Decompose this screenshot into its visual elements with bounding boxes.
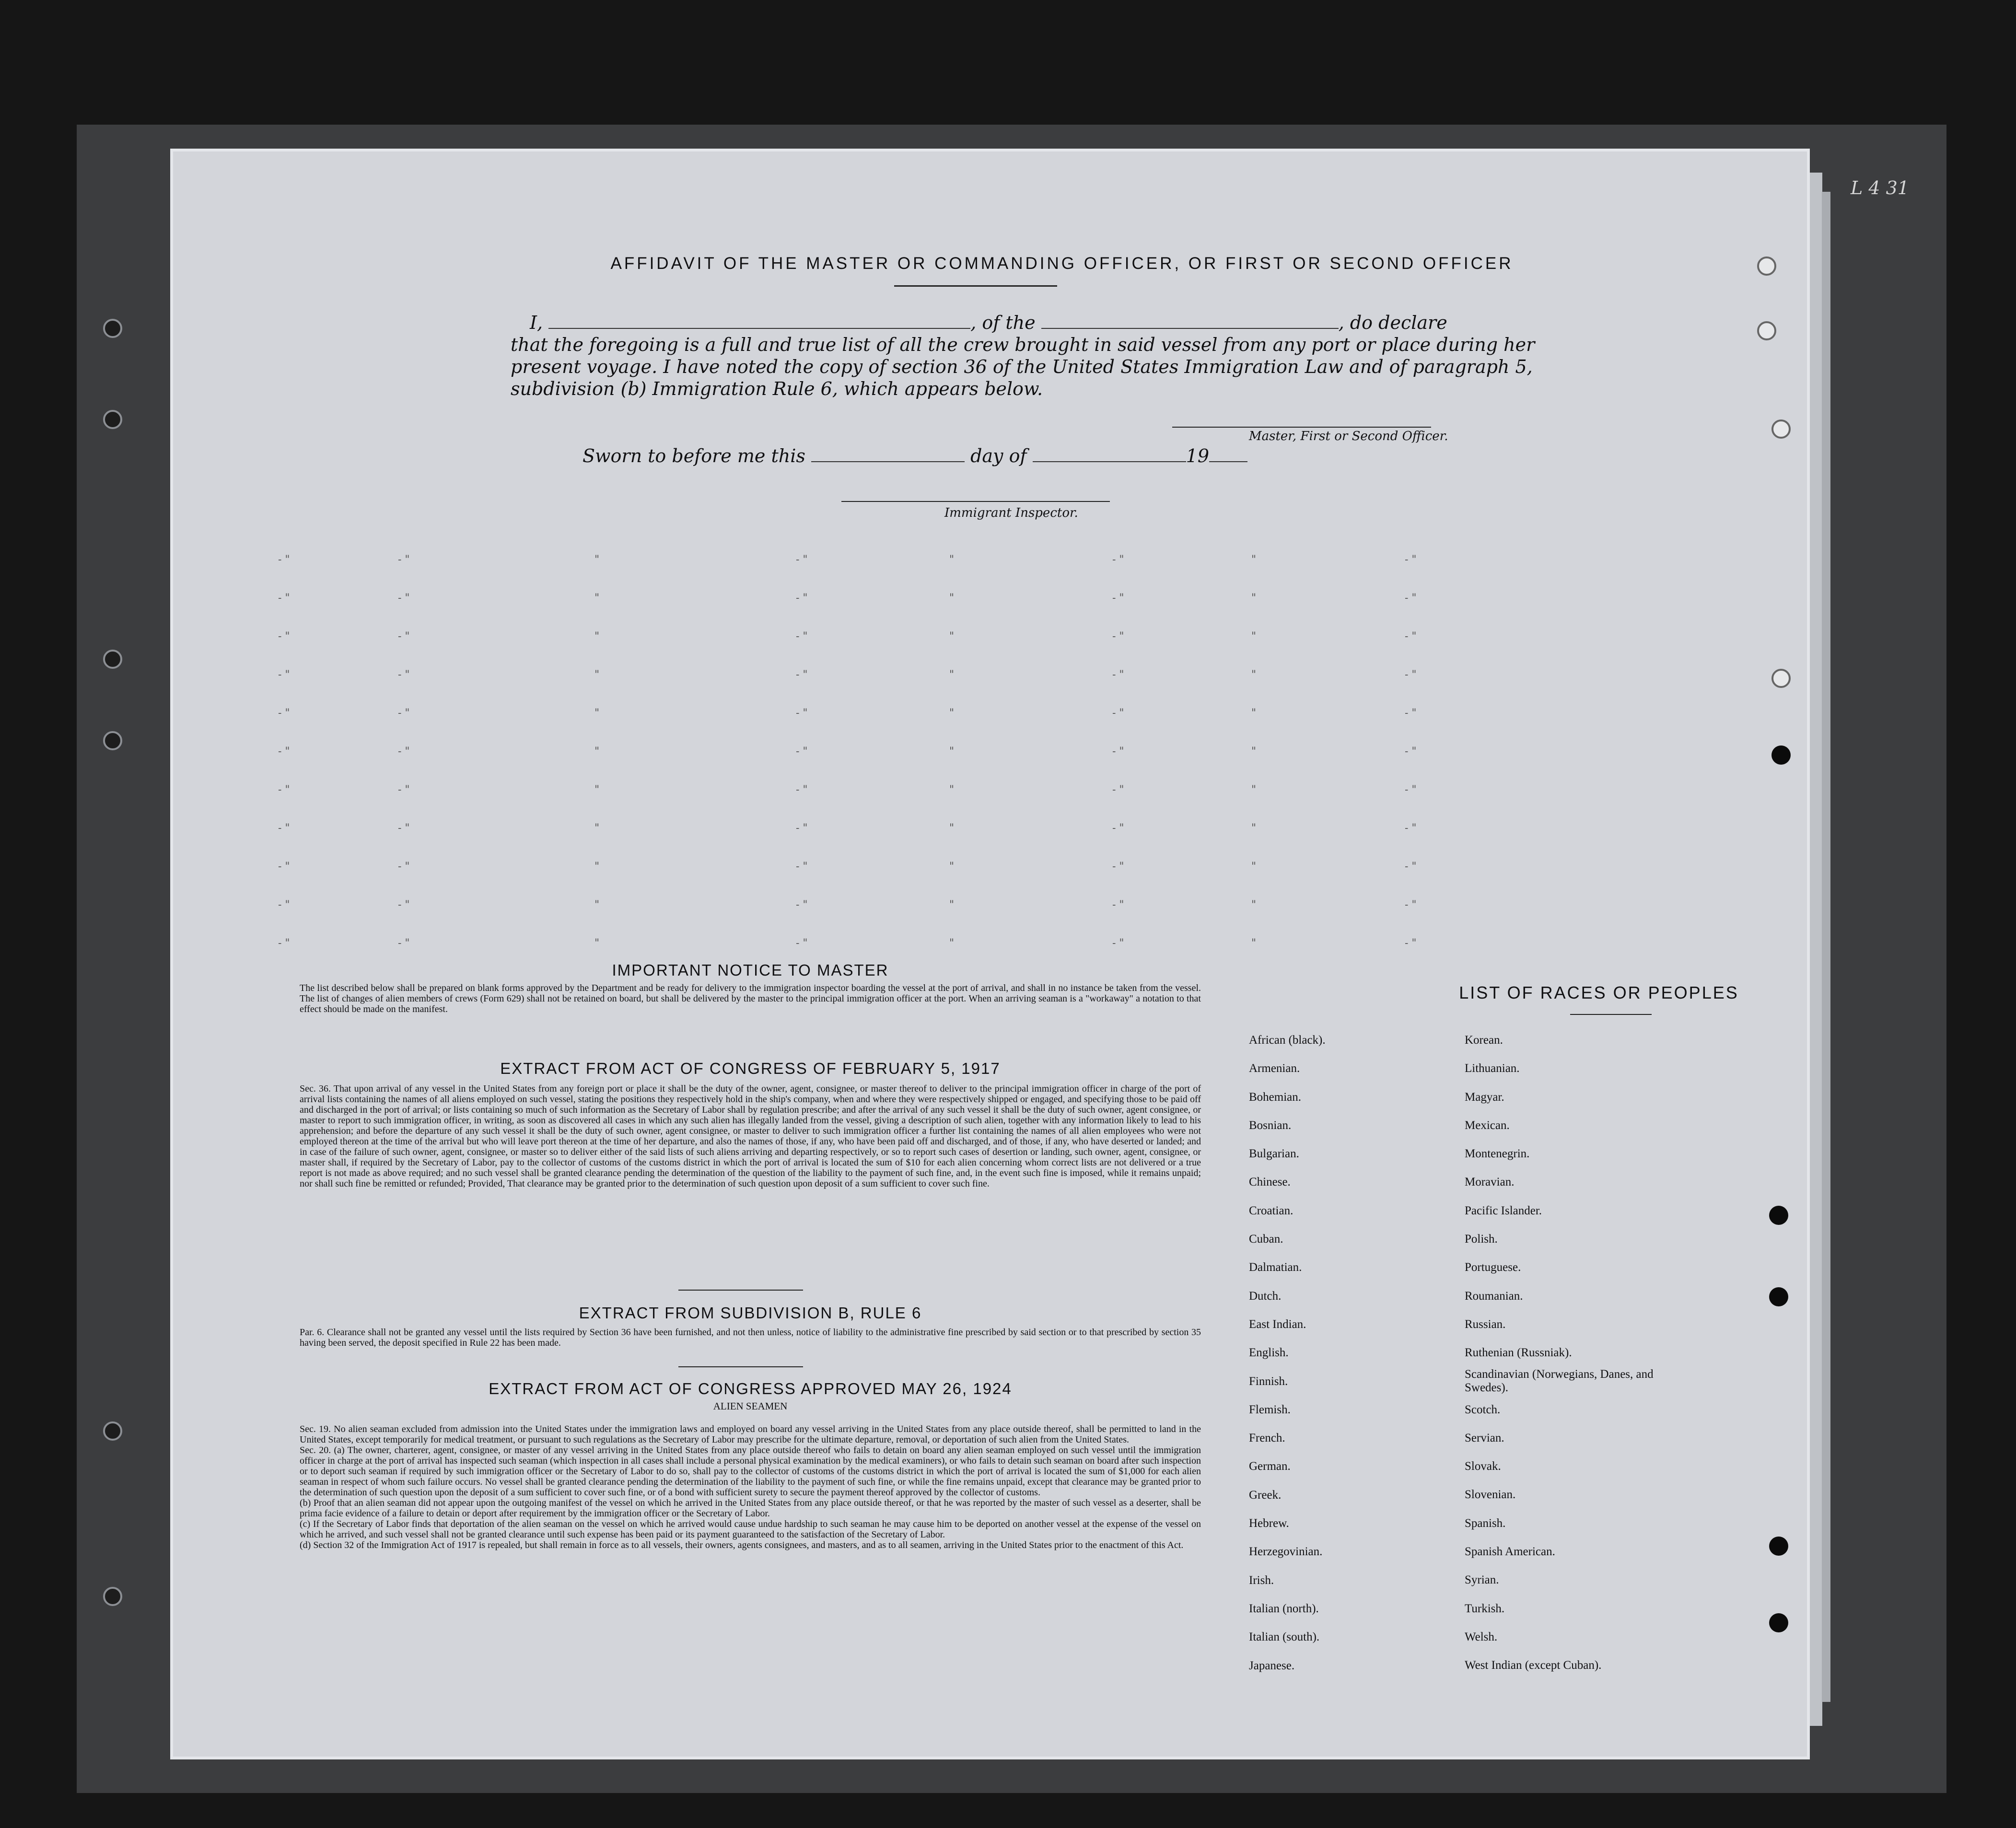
race-item: French.: [1249, 1432, 1285, 1445]
affidavit-line-1: [511, 312, 1613, 334]
extract-1924-subtitle: ALIEN SEAMEN: [713, 1400, 788, 1412]
race-item: Flemish.: [1249, 1403, 1291, 1416]
punch-hole: [1757, 256, 1776, 276]
name-blank[interactable]: [548, 314, 970, 329]
race-item: Bulgarian.: [1249, 1147, 1299, 1161]
punch-hole: [1769, 1206, 1788, 1225]
title-underline: [894, 285, 1057, 287]
race-item: Syrian.: [1465, 1573, 1499, 1587]
races-title-underline: [1570, 1014, 1652, 1015]
race-item: Cuban.: [1249, 1233, 1283, 1246]
manifest-page: [170, 149, 1810, 1759]
binder-ring-hole: [103, 1421, 122, 1441]
race-item: Hebrew.: [1249, 1517, 1289, 1530]
notice-title: IMPORTANT NOTICE TO MASTER: [612, 961, 889, 979]
page-stack-edge-back: [1822, 192, 1830, 1702]
ditto-row: - " - " " - " " - " " - ": [278, 592, 1417, 604]
race-item: Armenian.: [1249, 1062, 1300, 1075]
race-item: English.: [1249, 1346, 1289, 1360]
affidavit-line-3: present voyage. I have noted the copy of section 36 of the United States Immigration Law and of paragraph 5,: [511, 356, 1533, 377]
extract-1917-title: EXTRACT FROM ACT OF CONGRESS OF FEBRUARY 5, 1917: [500, 1060, 1001, 1077]
extract-1924-para: (d) Section 32 of the Immigration Act of 1917 is repealed, but shall remain in force as to all vessels, their owners, agents consignees, and masters, and as to all seamen, arriving in the United States prior to the enactment of this Act.: [300, 1540, 1184, 1550]
sworn-line: [583, 445, 1685, 467]
rule6-title: EXTRACT FROM SUBDIVISION B, RULE 6: [579, 1304, 922, 1322]
race-item: Mexican.: [1465, 1118, 1510, 1132]
punch-hole: [1771, 669, 1791, 688]
race-item: East Indian.: [1249, 1317, 1306, 1331]
race-item: Turkish.: [1465, 1602, 1505, 1615]
race-item: Croatian.: [1249, 1204, 1294, 1217]
race-item: Japanese.: [1249, 1659, 1295, 1672]
race-item: Lithuanian.: [1465, 1062, 1520, 1075]
sworn-text: Sworn to before me this: [583, 445, 805, 466]
race-item: Spanish American.: [1465, 1545, 1555, 1559]
race-item: Scandinavian (Norwegians, Danes, and Swedes).: [1465, 1367, 1654, 1394]
year-blank[interactable]: [1209, 447, 1247, 462]
extract-1924-para: Sec. 20. (a) The owner, charterer, agent, consignee, or master of any vessel arriving in the United States from any place outside thereof who fails to detain on board any alien seaman employed on such vessel until the immigration officer in charge at the port of arrival has inspected such seaman (which inspection in all cases shall include a personal physical examination by the medical examiners), or who fails to detain such seaman on board after such inspection or to deport such seaman if required by such immigration officer or the Secretary of Labor to do so, shall pay to the collector of customs of the customs district in which the port of arrival is located the sum of $1,000 for each alien seaman in respect of whom such failure occurs. No vessel shall be granted clearance pending the determination of the liability to the payment of such fine, or while the fine remains unpaid, except that clearance may be granted prior to the determination of such question upon the deposit of a sum sufficient to cover such fine, or of a bond with sufficient surety to secure the payment thereof approved by the collector of customs.: [300, 1445, 1201, 1498]
signature-caption: Master, First or Second Officer.: [1249, 429, 1448, 443]
race-item: Russian.: [1465, 1317, 1506, 1331]
day-of-text: day of: [970, 445, 1027, 466]
race-item: Portuguese.: [1465, 1261, 1521, 1274]
extract-1917-text: Sec. 36. That upon arrival of any vessel in the United States from any foreign port or place it shall be the duty of the owner, agent, consignee, or master thereof to deliver to the principal immigration officer in charge of the port of arrival lists containing the names of all aliens employed on such vessel, stating the positions they respectively hold in the ship's company, when and where they were respectively shipped or engaged, and specifying those to be paid off and discharged in the port of arrival; or lists containing so much of such information as the Secretary of Labor shall by regulation prescribe; and after the arrival of any such vessel it shall be the duty of such owner, agent consignee, or master to report to such immigration officer, in writing, as soon as discovered all cases in which any such alien has illegally landed from the vessel, giving a description of such alien, together with any information likely to lead to his apprehension; and before the departure of any such vessel it shall be the duty of such owner, agent consignee, or master to deliver to such immigration officer a further list containing the names of all alien employees who were not employed thereon at the time of the arrival but who will leave port thereon at the time of her departure, and also the names of those, if any, who have been paid off and discharged, and of those, if any, who have deserted or landed; and in case of the failure of such owner, agent, consignee, or master so to deliver either of the said lists of such aliens arriving and departing respectively, or so to report such cases of desertion or landing, such owner, agent, consignee, or master shall, if required by the Secretary of Labor, pay to the collector of customs of the customs district in which the port of arrival is located the sum of $10 for each alien concerning whom correct lists are not delivered or a true report is not made as above required; and no such vessel shall be granted clearance pending the determination of the question of the liability to the payment of such fine, and, in the event such fine is imposed, while it remains unpaid; nor shall such fine be remitted or refunded; Provided, That clearance may be granted prior to the determination of such question upon deposit of a sum sufficient to cover such fine.: [300, 1083, 1201, 1189]
race-item: Italian (north).: [1249, 1602, 1319, 1615]
affidavit-of-the: , of the: [970, 312, 1036, 333]
affidavit-title: AFFIDAVIT OF THE MASTER OR COMMANDING OFFICER, OR FIRST OR SECOND OFFICER: [610, 254, 1514, 273]
race-item: Greek.: [1249, 1488, 1282, 1502]
race-item: Bosnian.: [1249, 1118, 1292, 1132]
race-item: Dutch.: [1249, 1289, 1282, 1303]
race-item: Irish.: [1249, 1573, 1274, 1587]
signature-line[interactable]: [1172, 427, 1431, 428]
year-prefix: 19: [1186, 445, 1209, 466]
ditto-row: - " - " " - " " - " " - ": [278, 937, 1417, 949]
extract-1924-para: (b) Proof that an alien seaman did not appear upon the outgoing manifest of the vessel on which he arrived in the United States from any place outside thereof, or that he was reported by the master of such vessel as a deserter, shall be prima facie evidence of a failure to detain or deport after requirement by the immigration officer or the Secretary of Labor.: [300, 1498, 1201, 1519]
extract-1924-text: [300, 1424, 1201, 1550]
races-column-1: [1249, 1026, 1326, 1680]
race-item: Herzegovinian.: [1249, 1545, 1323, 1559]
race-item: Scotch.: [1465, 1403, 1501, 1416]
race-item: Pacific Islander.: [1465, 1204, 1542, 1217]
ditto-row: - " - " " - " " - " " - ": [278, 630, 1417, 642]
binder-ring-hole: [103, 410, 122, 429]
inspector-signature-line[interactable]: [841, 501, 1110, 502]
race-item: Ruthenian (Russniak).: [1465, 1346, 1572, 1360]
ditto-row: - " - " " - " " - " " - ": [278, 861, 1417, 873]
affidavit-line-4: subdivision (b) Immigration Rule 6, which appears below.: [511, 378, 1043, 399]
ditto-row: - " - " " - " " - " " - ": [278, 899, 1417, 911]
race-item: Magyar.: [1465, 1090, 1504, 1104]
race-item: Montenegrin.: [1465, 1147, 1530, 1161]
race-item: Dalmatian.: [1249, 1261, 1302, 1274]
races-title: LIST OF RACES OR PEOPLES: [1459, 983, 1739, 1002]
rank-blank[interactable]: [1041, 314, 1339, 329]
notice-text: The list described below shall be prepared on blank forms approved by the Department and be ready for delivery to the immigration inspector boarding the vessel at the port of arrival, and shall in no instance be taken from the vessel. The list of changes of alien members of crews (Form 629) shall not be retained on board, but shall be delivered by the master to the principal immigration officer at the port. When an arriving seaman is a "workaway" a notation to that effect should be made on the manifest.: [300, 983, 1201, 1014]
race-item: West Indian (except Cuban).: [1465, 1659, 1602, 1672]
rule6-text: Par. 6. Clearance shall not be granted any vessel until the lists required by Section 36 have been furnished, and not then unless, notice of liability to the administrative fine prescribed by said section or to that prescribed by section 35 having been served, the deposit specified in Rule 22 has been made.: [300, 1327, 1201, 1348]
binder-ring-hole: [103, 731, 122, 750]
extract-1924-title: EXTRACT FROM ACT OF CONGRESS APPROVED MAY 26, 1924: [489, 1380, 1012, 1397]
day-blank[interactable]: [811, 447, 965, 462]
punch-hole: [1757, 321, 1776, 340]
ditto-row: - " - " " - " " - " " - ": [278, 554, 1417, 566]
ditto-row: - " - " " - " " - " " - ": [278, 745, 1417, 757]
race-item: German.: [1249, 1460, 1291, 1473]
punch-hole: [1769, 1287, 1788, 1306]
inspector-caption: Immigrant Inspector.: [944, 506, 1078, 520]
extract-1924-para: Sec. 19. No alien seaman excluded from admission into the United States under the immigration laws and employed on board any vessel arriving in the United States from any place outside thereof, shall be permitted to land in the United States, except temporarily for medical treatment, or pursuant to such regulations as the Secretary of Labor may prescribe for the ultimate departure, removal, or deportation of such alien from the United States.: [300, 1424, 1201, 1445]
race-item: Spanish.: [1465, 1516, 1506, 1530]
race-item: Korean.: [1465, 1034, 1503, 1047]
section-divider: [678, 1366, 803, 1367]
binder-ring-hole: [103, 1587, 122, 1606]
race-item: Italian (south).: [1249, 1630, 1320, 1644]
race-item: Moravian.: [1465, 1176, 1515, 1189]
race-item: Welsh.: [1465, 1630, 1498, 1643]
ditto-row: - " - " " - " " - " " - ": [278, 669, 1417, 681]
race-item: Roumanian.: [1465, 1289, 1523, 1303]
affidavit-i: I,: [530, 312, 543, 333]
page-stack-edge: [1810, 173, 1822, 1726]
ditto-row: - " - " " - " " - " " - ": [278, 784, 1417, 796]
race-item: African (black).: [1249, 1034, 1326, 1047]
corner-handwriting: L 4 31: [1851, 177, 1909, 198]
month-blank[interactable]: [1033, 447, 1186, 462]
punch-hole: [1771, 745, 1791, 765]
race-item: Servian.: [1465, 1431, 1504, 1444]
binder-ring-hole: [103, 319, 122, 338]
binder-ring-hole: [103, 650, 122, 669]
ditto-row: - " - " " - " " - " " - ": [278, 822, 1417, 834]
punch-hole: [1771, 419, 1791, 439]
punch-hole: [1769, 1613, 1788, 1632]
race-item: Chinese.: [1249, 1176, 1291, 1189]
races-column-2: [1465, 1026, 1666, 1680]
ditto-row: - " - " " - " " - " " - ": [278, 707, 1417, 719]
affidavit-line-2: that the foregoing is a full and true list of all the crew brought in said vessel from any port or place during her: [511, 334, 1535, 355]
race-item: Bohemian.: [1249, 1090, 1302, 1104]
section-divider: [678, 1290, 803, 1291]
extract-1924-para: (c) If the Secretary of Labor finds that deportation of the alien seaman on the vessel on which he arrived would cause undue hardship to such seaman he may cause him to be deported on another vessel at the expense of the vessel on which he arrived, and such vessel shall not be granted clearance until such expense has been paid or its payment guaranteed to the satisfaction of the Secretary of Labor.: [300, 1519, 1201, 1540]
punch-hole: [1769, 1537, 1788, 1556]
race-item: Finnish.: [1249, 1374, 1288, 1388]
race-item: Slovak.: [1465, 1460, 1501, 1473]
race-item: Polish.: [1465, 1233, 1498, 1246]
race-item: Slovenian.: [1465, 1488, 1516, 1502]
affidavit-do-declare: , do declare: [1338, 312, 1447, 333]
